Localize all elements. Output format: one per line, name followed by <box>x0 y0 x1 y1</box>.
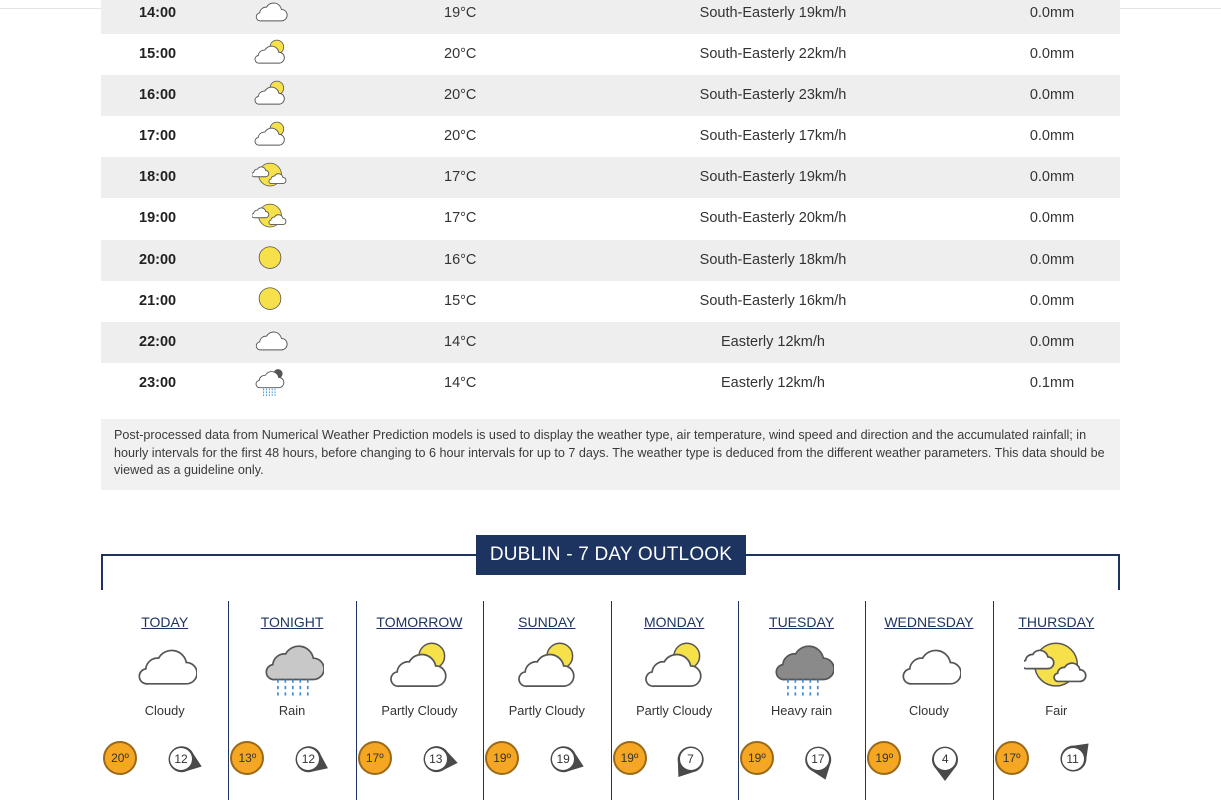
partly-cloudy-icon <box>252 121 288 153</box>
hourly-row: 22:00 14°C Easterly 12km/h 0.0mm <box>101 322 1120 363</box>
partly-cloudy-icon <box>642 641 706 701</box>
hour-time: 23:00 <box>139 374 177 391</box>
hour-wind: Easterly 12km/h <box>721 333 825 350</box>
hourly-row: 19:00 17°C South-Easterly 20km/h 0.0mm <box>101 198 1120 239</box>
sun-icon <box>252 245 288 277</box>
temperature-badge: 17º <box>995 741 1029 775</box>
wind-badge <box>156 735 206 783</box>
hour-rainfall: 0.1mm <box>1029 374 1075 391</box>
outlook-day <box>101 601 228 800</box>
data-disclaimer: Post-processed data from Numerical Weather Prediction models is used to display the weather type, air temperature, wind speed and direction and the accumulated rainfall; in hourly intervals for the first 48 hours, before changing to 6 hour intervals for up to 7 days. The weather type is deduced from the different weather parameters. This data should be viewed as a guideline only. <box>101 419 1120 490</box>
hour-rainfall: 0.0mm <box>1029 46 1075 63</box>
wind-badge <box>1048 735 1098 783</box>
hour-rainfall: 0.0mm <box>1029 5 1075 21</box>
hour-time: 16:00 <box>139 87 177 104</box>
hour-time: 17:00 <box>139 128 177 145</box>
wind-speed: 12 <box>174 752 188 766</box>
hour-wind: South-Easterly 16km/h <box>699 292 847 309</box>
wind-speed: 4 <box>941 752 949 766</box>
partly-cloudy-icon <box>387 641 451 701</box>
wind-badge <box>920 735 970 783</box>
seven-day-outlook <box>101 601 1120 800</box>
wind-badge <box>666 735 716 783</box>
hourly-row: 16:00 20°C South-Easterly 23km/h 0.0mm <box>101 75 1120 116</box>
cloud-icon <box>252 327 288 359</box>
hour-time: 19:00 <box>139 210 177 227</box>
temperature-badge: 19º <box>485 741 519 775</box>
hour-time: 15:00 <box>139 46 177 63</box>
hour-wind: South-Easterly 22km/h <box>699 46 847 63</box>
outlook-day <box>865 601 992 800</box>
temperature-badge: 19º <box>740 741 774 775</box>
hour-rainfall: 0.0mm <box>1029 87 1075 104</box>
temperature-badge: 17º <box>358 741 392 775</box>
outlook-day <box>228 601 355 800</box>
hour-wind: South-Easterly 18km/h <box>699 251 847 268</box>
day-link[interactable]: THURSDAY <box>1018 614 1095 630</box>
hourly-row: 18:00 17°C South-Easterly 19km/h 0.0mm <box>101 157 1120 198</box>
hour-wind: Easterly 12km/h <box>721 374 825 391</box>
hourly-forecast-table <box>101 0 1120 404</box>
hour-rainfall: 0.0mm <box>1029 169 1075 186</box>
temperature-badge: 19º <box>867 741 901 775</box>
hourly-row: 14:00 19°C South-Easterly 19km/h 0.0mm <box>101 0 1120 34</box>
partly-cloudy-icon <box>515 641 579 701</box>
wind-badge <box>538 735 588 783</box>
day-link[interactable]: WEDNESDAY <box>884 614 974 630</box>
cloud-icon <box>252 0 288 30</box>
cloud-icon <box>897 641 961 701</box>
outlook-day <box>611 601 738 800</box>
hour-time: 14:00 <box>139 5 177 21</box>
hour-wind: South-Easterly 23km/h <box>699 87 847 104</box>
hourly-row: 21:00 15°C South-Easterly 16km/h 0.0mm <box>101 281 1120 322</box>
wind-speed: 19 <box>556 752 570 766</box>
hour-rainfall: 0.0mm <box>1029 210 1075 227</box>
hour-rainfall: 0.0mm <box>1029 251 1075 268</box>
day-description: Partly Cloudy <box>508 703 585 718</box>
day-description: Heavy rain <box>770 703 833 718</box>
day-link[interactable]: MONDAY <box>643 614 705 630</box>
outlook-day <box>993 601 1120 800</box>
temperature-badge: 19º <box>613 741 647 775</box>
day-description: Cloudy <box>909 703 949 718</box>
wind-speed: 12 <box>301 752 316 766</box>
wind-speed: 17 <box>811 752 825 766</box>
outlook-day <box>356 601 483 800</box>
temperature-badge: 13º <box>230 741 264 775</box>
hour-wind: South-Easterly 17km/h <box>699 128 847 145</box>
day-link[interactable]: TONIGHT <box>260 614 324 630</box>
rain-icon <box>260 641 324 701</box>
fair-icon <box>252 203 288 235</box>
partly-cloudy-icon <box>252 80 288 112</box>
hourly-row: 15:00 20°C South-Easterly 22km/h 0.0mm <box>101 34 1120 75</box>
hour-time: 20:00 <box>139 251 177 268</box>
hour-rainfall: 0.0mm <box>1029 292 1075 309</box>
outlook-day <box>738 601 865 800</box>
day-description: Fair <box>1045 703 1068 718</box>
cloud-icon <box>133 641 197 701</box>
outlook-title: DUBLIN - 7 DAY OUTLOOK <box>476 535 746 575</box>
hour-wind: South-Easterly 19km/h <box>699 5 847 21</box>
hour-rainfall: 0.0mm <box>1029 128 1075 145</box>
day-description: Partly Cloudy <box>381 703 458 718</box>
wind-badge <box>411 735 461 783</box>
day-description: Cloudy <box>144 703 185 718</box>
wind-speed: 11 <box>1066 752 1079 766</box>
day-link[interactable]: TODAY <box>141 614 189 630</box>
hour-rainfall: 0.0mm <box>1029 333 1075 350</box>
hour-time: 18:00 <box>139 169 177 186</box>
hourly-row: 23:00 14°C Easterly 12km/h 0.1mm <box>101 363 1120 404</box>
day-description: Rain <box>278 703 306 718</box>
outlook-day <box>483 601 610 800</box>
partly-cloudy-icon <box>252 39 288 71</box>
wind-speed: 7 <box>687 752 694 766</box>
wind-badge <box>793 735 843 783</box>
day-link[interactable]: TOMORROW <box>376 614 463 630</box>
hour-wind: South-Easterly 19km/h <box>699 169 847 186</box>
night-rain-icon <box>252 368 288 400</box>
temperature-badge: 20º <box>103 741 137 775</box>
hour-wind: South-Easterly 20km/h <box>699 210 847 227</box>
wind-badge <box>283 735 333 783</box>
hour-time: 22:00 <box>139 333 177 350</box>
day-link[interactable]: TUESDAY <box>769 614 835 630</box>
day-link[interactable]: SUNDAY <box>518 614 576 630</box>
hourly-row: 17:00 20°C South-Easterly 17km/h 0.0mm <box>101 116 1120 157</box>
day-description: Partly Cloudy <box>636 703 713 718</box>
fair-icon <box>1024 641 1088 701</box>
sun-icon <box>252 286 288 318</box>
hourly-row: 20:00 16°C South-Easterly 18km/h 0.0mm <box>101 240 1120 281</box>
wind-speed: 13 <box>429 752 443 766</box>
heavy-rain-icon <box>770 641 834 701</box>
hour-time: 21:00 <box>139 292 177 309</box>
fair-icon <box>252 162 288 194</box>
